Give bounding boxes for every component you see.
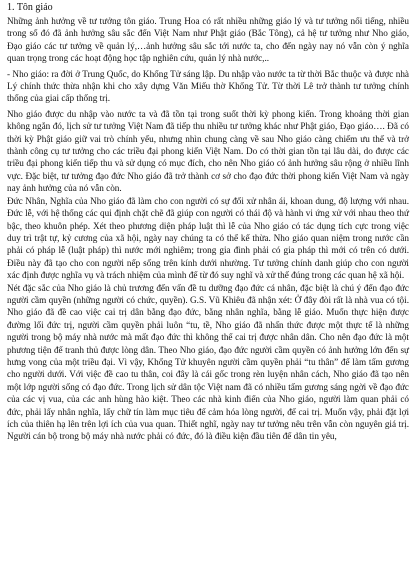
paragraph-dao-duc-cam-quyen: Nét đặc sắc của Nho giáo là chủ trương đến vấn đề tu dưỡng đạo đức cá nhân, đặc biệt là chú ý đến đạo đức người cầm quyền (những người có chức, quyền). G.S. Vũ Khiêu đã nhận xét: Ở đây đòi rất là nhà vua có tội. Nho giáo đã đề cao việc cai trị dân bằng đạo đức, bằng nhân nghĩa, bằng lễ giáo. Muốn thực hiện được đường lối đức trị, người cầm quyền phải luôn “tu, tề, Nho giáo đã nhấn thức được một thực tế là những người trong bộ máy nhà nước mà mất đạo đức thì không thể cai trị được nhân dân. Cho nên đạo đức là một phương tiện để tranh thủ được lòng dân. Theo Nho giáo, đạo đức người cầm quyền có ảnh hưởng lớn đến sự hưng vong của một triều đại. Vì vậy, Khổng Tử khuyên người cầm quyền phải “tu thân” để làm tấm gương cho người dưới. Với việc đề cao tu thân, coi đây là cái gốc trong rèn luyện nhân cách, Nho giáo đã tạo nên một lớp người sống có đạo đức. Trong lịch sử dân tộc Việt nam đã có nhiều tấm gương sáng ngời về đạo đức của các vị vua, của các anh hùng hào kiệt. Theo các nhà kinh điển của Nho giáo, người làm quan phải có đức, phải lấy nhân nghĩa, lấy chữ tín làm mục tiêu để cảm hóa lòng người, để cai trị. Muốn vậy, phải đặt lợi ích của thiên hạ lên trên lợi ích của vua quan. Thiết nghĩ, ngày nay tư tưởng nêu trên vẫn còn nguyên giá trị. Người cán bộ trong bộ máy nhà nước phải có đức, đó là điều kiện đầu tiên để dân tin yêu, — [7, 282, 409, 442]
paragraph-nho-giao-origin: - Nho giáo: ra đời ở Trung Quốc, do Khổng Tử sáng lập. Du nhập vào nước ta từ thời Bắc thuộc và được nhà Lý chính thức thừa nhận khi cho xây dựng Văn Miếu thờ Khổng Tử. Từ thời Lê trở thành tư tưởng chính thống của giai cấp thống trị. — [7, 68, 409, 104]
paragraph-intro: Những ảnh hưởng về tư tưởng tôn giáo. Trung Hoa có rất nhiều những giáo lý và tư tưởng nổi tiếng, nhiều trong số đó đã ảnh hưởng sâu sắc đến Việt Nam như Phật giáo (Bắc Tông), cả hệ tư tưởng như Nho giáo, Đạo giáo các tư tưởng về quản lý,…ảnh hưởng sâu sắc tới nước ta, cho đến ngày nay nó vẫn còn ý nghĩa quan trọng trong các hoạt động học tập nghiên cứu, quản lý nhà nước,.. — [7, 16, 409, 64]
paragraph-nho-giao-history: Nho giáo được du nhập vào nước ta và đã tồn tại trong suốt thời kỳ phong kiến. Trong khoảng thời gian không ngắn đó, lịch sử tư tưởng Việt Nam đã tiếp thu nhiều tư tưởng khác như Phật giáo, Đạo giáo…. Đã có thời kỳ Phật giáo giữ vai trò chính yếu, nhưng nhìn chung càng về sau Nho giáo càng chiếm ưu thế và trở thành công cụ tư tưởng cho các triều đại phong kiến Việt Nam. Do có thời gian tồn tại lâu dài, do được các triều đại phong kiến tiếp thu và sử dụng có mục đích, cho nên Nho giáo có ảnh hưởng sâu rộng ở nhiều lĩnh vực. Đặc biệt, tư tưởng đạo đức Nho giáo đã trở thành cơ sở cho đạo đức thời phong kiến Việt Nam và ngày nay ảnh hưởng của nó vẫn còn. — [7, 108, 409, 194]
section-heading: 1. Tôn giáo — [7, 2, 53, 13]
paragraph-nhan-nghia: Đức Nhân, Nghĩa của Nho giáo đã làm cho con người có sự đối xử nhân ái, khoan dung, độ lượng với nhau. Đức lễ, với hệ thống các qui định chặt chẽ đã giúp con người có thái độ và hành vi ứng xử với nhau theo thứ bậc, theo khuôn phép. Xét theo phương diện pháp luật thì lễ của Nho giáo có tác dụng tích cực trong việc duy trì trật tự, kỷ cương của xã hội, ngày nay chúng ta có thể kế thừa. Nho giáo quan niệm trong nước cần phải có pháp lễ (luật pháp) thì nước mới nghiêm; trong gia đình phải có gia pháp thì mới có trên có dưới. Điều này đã tạo cho con người nếp sống trên kính dưới nhường. Tư tưởng chính danh giúp cho con người xác định được nghĩa vụ và trách nhiệm của mình để từ đó suy nghĩ và xử thế đúng trong các quan hệ xã hội. — [7, 195, 409, 281]
